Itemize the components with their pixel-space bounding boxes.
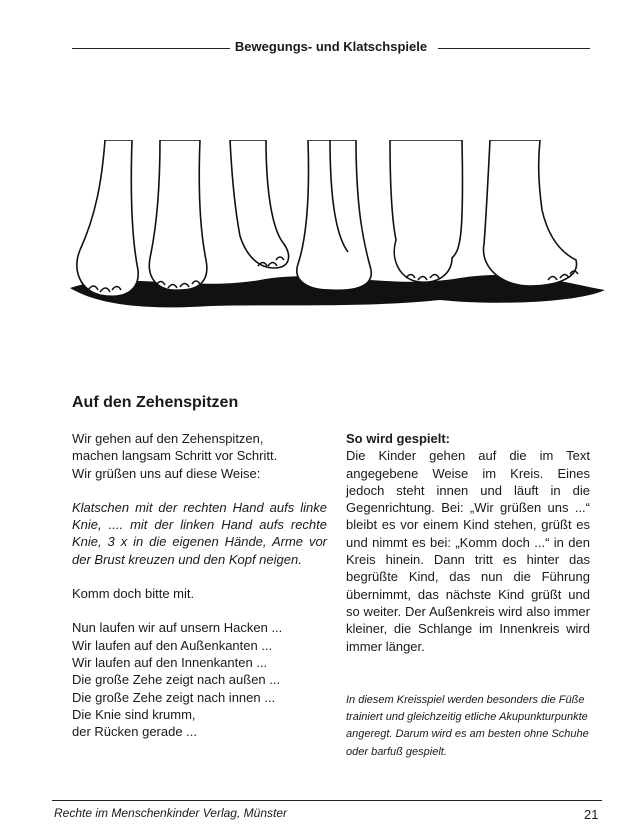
verse-line: machen langsam Schritt vor Schritt.	[72, 448, 278, 464]
feet-illustration	[60, 140, 615, 320]
verse-line: Wir laufen auf den Außenkanten ...	[72, 637, 273, 653]
instructions-note: In diesem Kreisspiel werden besonders die Füße trainiert und gleichzeitig etliche Akupunkturpunkte angeregt. Darum wird es am besten ohne Schuhe oder barfuß gespielt.	[346, 694, 589, 758]
verse-line: Wir grüßen uns auf diese Weise:	[72, 465, 261, 481]
verse-line: Nun laufen wir auf unsern Hacken ...	[72, 620, 283, 636]
header-rule-right	[438, 48, 590, 49]
footer-rights: Rechte im Menschenkinder Verlag, Münster	[54, 806, 287, 820]
running-header	[72, 36, 590, 60]
instructions-body: Die Kinder gehen auf die im Text angegebene Weise im Kreis. Eines jedoch steht innen und läuft in die Gegenrichtung. Bei: „Wir grüßen uns ...“ bleibt es vor einem Kind stehen, grüßt es und nimmt es bei: „Komm doch ...“ in den Kreis hinein. Dann tritt es hinter das begrüßte Kind, das nun die Führung übernimmt, das nächste Kind grüßt und so weiter. Der Außenkreis wird also immer kleiner, die Schlange im Innenkreis wird immer länger.	[346, 448, 590, 654]
instructions-heading: So wird gespielt:	[346, 431, 451, 446]
foot-4	[297, 140, 371, 290]
verse-line: Wir gehen auf den Zehenspitzen,	[72, 431, 264, 446]
foot-2	[149, 140, 207, 290]
verse-line: Die Knie sind krumm,	[72, 706, 196, 722]
foot-5	[390, 140, 463, 282]
foot-6	[483, 140, 576, 286]
instructions-column	[346, 430, 590, 655]
foot-3	[230, 140, 289, 268]
verse-line: Wir laufen auf den Innenkanten ...	[72, 654, 268, 670]
verse-invite: Komm doch bitte mit.	[72, 586, 195, 602]
verse-instruction: Klatschen mit der rechten Hand aufs linke Knie, .... mit der linken Hand aufs rechte Knie, 3 x in die eigenen Hände, Arme vor der Brust kreuzen und den Kopf neigen.	[72, 499, 327, 567]
header-title: Bewegungs- und Klatschspiele	[234, 39, 428, 54]
verse-line: Die große Zehe zeigt nach außen ...	[72, 672, 281, 688]
footer-rule	[52, 800, 602, 801]
foot-1	[77, 140, 138, 296]
verse-column	[72, 430, 327, 740]
page-title: Auf den Zehenspitzen	[72, 394, 239, 411]
verse-stanza-1	[72, 430, 327, 482]
verse-line: der Rücken gerade ...	[72, 724, 198, 740]
page-number: 21	[584, 807, 599, 822]
verse-stanza-2	[72, 619, 327, 740]
verse-line: Die große Zehe zeigt nach innen ...	[72, 689, 276, 705]
